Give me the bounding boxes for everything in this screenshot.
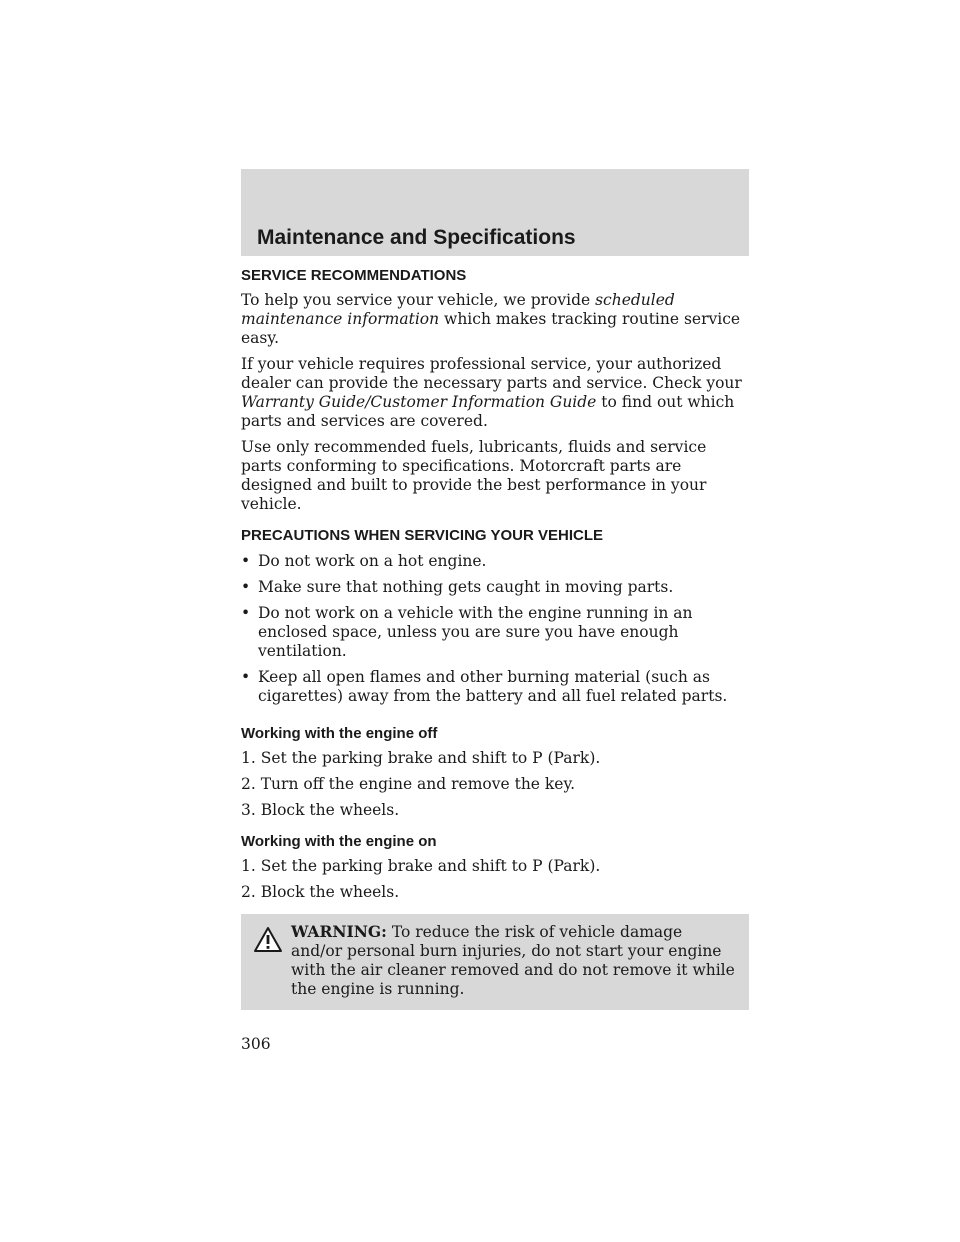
paragraph-dealer <box>241 355 749 431</box>
bullet-icon: • <box>241 668 251 686</box>
list-item-text: Make sure that nothing gets caught in moving parts. <box>258 578 674 596</box>
list-item-text: Do not work on a vehicle with the engine running in an enclosed space, unless you are sure you have enough ventilation. <box>258 604 693 660</box>
step-item: 1. Set the parking brake and shift to P (Park). <box>241 857 601 875</box>
text-run: to find out which parts and services are covered. <box>241 393 735 430</box>
text-run: To help you service your vehicle, we provide <box>241 291 596 309</box>
warning-label: WARNING: <box>291 922 387 941</box>
list-item-text: Do not work on a hot engine. <box>258 552 487 570</box>
list-item <box>241 552 749 571</box>
bullet-icon: • <box>241 552 251 570</box>
page-title: Maintenance and Specifications <box>257 226 576 249</box>
page-number: 306 <box>241 1035 271 1053</box>
emphasis-text: Warranty Guide/Customer Information Guide <box>241 393 597 411</box>
section-heading-service: SERVICE RECOMMENDATIONS <box>241 267 467 284</box>
section-heading-precautions: PRECAUTIONS WHEN SERVICING YOUR VEHICLE <box>241 527 603 544</box>
paragraph-intro <box>241 291 749 348</box>
step-item: 2. Turn off the engine and remove the key. <box>241 775 576 793</box>
warning-text <box>253 922 737 999</box>
step-item: 2. Block the wheels. <box>241 883 400 901</box>
step-item: 1. Set the parking brake and shift to P (Park). <box>241 749 601 767</box>
precautions-list <box>241 552 749 706</box>
text-run: which makes tracking routine service easy. <box>241 310 741 347</box>
section-heading-engine-on: Working with the engine on <box>241 833 437 850</box>
step-item: 3. Block the wheels. <box>241 801 400 819</box>
page-content <box>241 266 749 1010</box>
bullet-icon: • <box>241 604 251 622</box>
list-item <box>241 604 749 661</box>
engine-on-steps <box>241 857 749 902</box>
warning-body: To reduce the risk of vehicle damage and/or personal burn injuries, do not start your engine with the air cleaner removed and do not remove it while the engine is running. <box>291 923 735 998</box>
engine-off-steps <box>241 749 749 820</box>
emphasis-text: scheduled maintenance information <box>241 291 675 328</box>
bullet-icon: • <box>241 578 251 596</box>
list-item <box>241 578 749 597</box>
paragraph-parts: Use only recommended fuels, lubricants, fluids and service parts conforming to specifications. Motorcraft parts are designed and built to provide the best performance in your vehicle. <box>241 438 707 513</box>
list-item-text: Keep all open flames and other burning material (such as cigarettes) away from the battery and all fuel related parts. <box>258 668 728 705</box>
warning-triangle-icon <box>253 926 283 953</box>
header-band <box>241 169 749 256</box>
list-item <box>241 668 749 706</box>
warning-box <box>241 914 749 1010</box>
section-heading-engine-off: Working with the engine off <box>241 725 438 742</box>
text-run: If your vehicle requires professional service, your authorized dealer can provide the necessary parts and service. Check your <box>241 355 742 392</box>
